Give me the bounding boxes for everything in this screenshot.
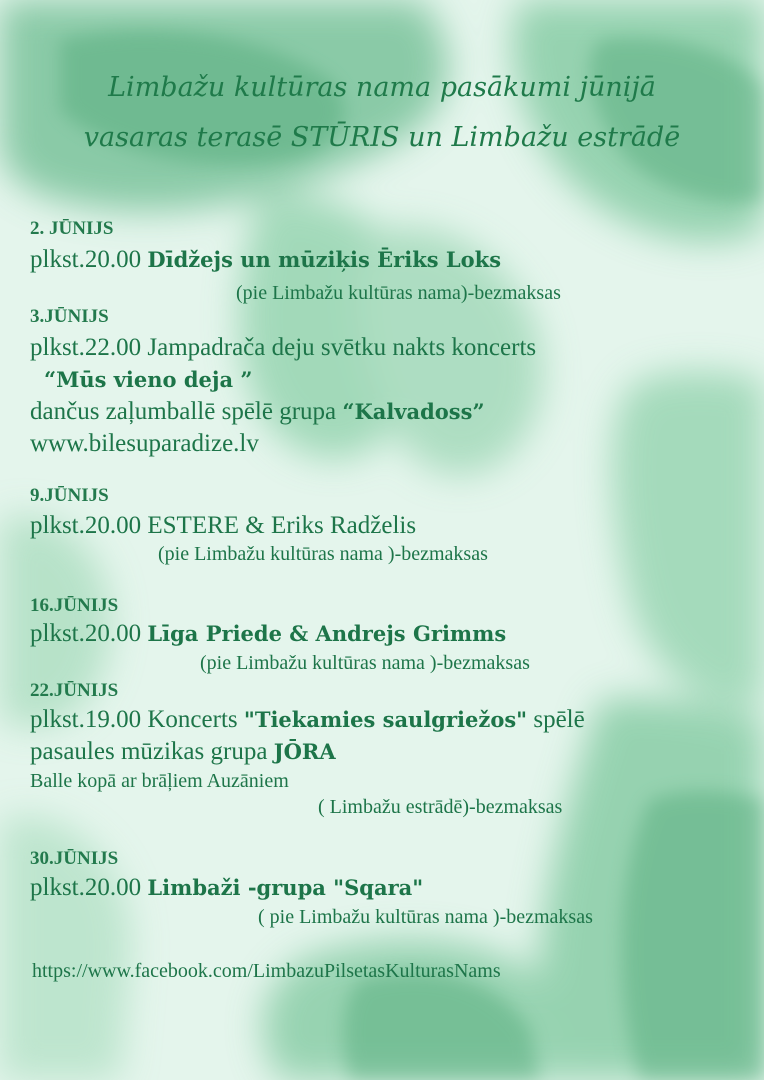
event-5-location: ( Limbažu estrādē)-bezmaksas — [318, 796, 563, 818]
event-4-time: plkst.20.00 — [30, 620, 148, 647]
event-5-date: 22.JŪNIJS — [30, 680, 119, 701]
event-3-time: plkst.20.00 — [30, 512, 148, 539]
event-2-date: 3.JŪNIJS — [30, 306, 109, 327]
event-2-line-2 — [44, 366, 253, 394]
event-1-time: plkst.20.00 — [30, 246, 148, 273]
event-4-date: 16.JŪNIJS — [30, 595, 119, 616]
event-6-performer: Limbaži -grupa "Sqara" — [147, 875, 424, 900]
event-2-line-3-text: dančus zaļumballē spēlē grupa — [30, 398, 343, 425]
event-6-date: 30.JŪNIJS — [30, 848, 119, 869]
facebook-link[interactable]: https://www.facebook.com/LimbazuPilsetasKulturasNams — [32, 960, 501, 982]
event-2-show-title: “Mūs vieno deja ” — [44, 367, 253, 392]
event-5-line-1 — [30, 706, 585, 734]
event-2-band: “Kalvadoss” — [342, 399, 485, 424]
event-3-title — [30, 512, 416, 540]
event-6-time: plkst.20.00 — [30, 874, 148, 901]
event-3-location: (pie Limbažu kultūras nama )-bezmaksas — [158, 543, 488, 565]
event-2-ticket-link[interactable]: www.bilesuparadize.lv — [30, 430, 259, 457]
event-2-line-1: plkst.22.00 Jampadrača deju svētku nakts koncerts — [30, 334, 537, 361]
event-5-line-1-end: spēlē — [527, 706, 585, 733]
event-4-title — [30, 620, 506, 648]
event-5-line-3: Balle kopā ar brāļiem Auzāniem — [30, 770, 289, 792]
event-4-performer: Līga Priede & Andrejs Grimms — [147, 621, 507, 646]
event-5-time: plkst.19.00 Koncerts — [30, 706, 244, 733]
poster-title-line-1: Limbažu kultūras nama pasākumi jūnijā — [108, 72, 656, 103]
event-1-date: 2. JŪNIJS — [30, 218, 114, 239]
event-6-location: ( pie Limbažu kultūras nama )-bezmaksas — [258, 906, 593, 928]
event-3-performer: ESTERE & Eriks Radželis — [147, 512, 417, 539]
event-5-line-2-text: pasaules mūzikas grupa — [30, 738, 274, 765]
event-4-location: (pie Limbažu kultūras nama )-bezmaksas — [200, 652, 530, 674]
event-5-concert-title: "Tiekamies saulgriežos" — [243, 707, 528, 732]
event-1-title — [30, 246, 501, 274]
event-2-line-3 — [30, 398, 485, 426]
poster-title-line-2: vasaras terasē STŪRIS un Limbažu estrādē — [83, 122, 681, 153]
event-3-date: 9.JŪNIJS — [30, 485, 109, 506]
event-6-title — [30, 874, 423, 902]
event-1-location: (pie Limbažu kultūras nama)-bezmaksas — [236, 282, 561, 304]
event-1-performer: Dīdžejs un mūziķis Ēriks Loks — [147, 247, 502, 272]
event-5-line-2 — [30, 738, 336, 766]
event-5-band: JŌRA — [273, 739, 336, 764]
